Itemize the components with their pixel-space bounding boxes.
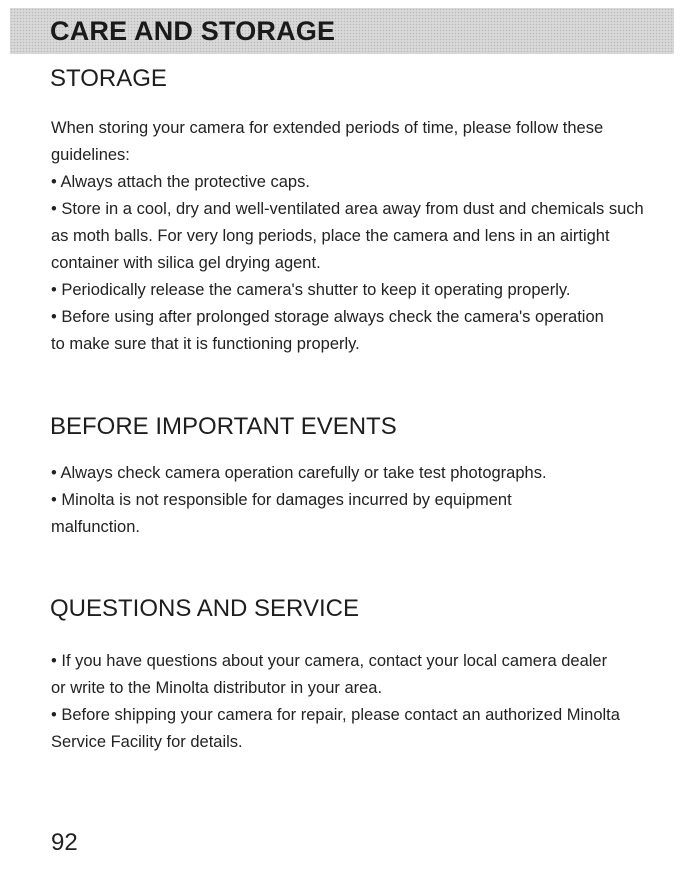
service-bullet-shipping: • Before shipping your camera for repair, please contact an authorized Minolta Service Facility for details. bbox=[51, 706, 620, 751]
storage-bullet-caps: • Always attach the protective caps. bbox=[51, 173, 310, 191]
events-bullet-liability: • Minolta is not responsible for damages incurred by equipment malfunction. bbox=[51, 491, 512, 536]
events-bullet-check: • Always check camera operation carefully or take test photographs. bbox=[51, 464, 547, 482]
page-title: CARE AND STORAGE bbox=[50, 16, 336, 46]
storage-bullet-location: • Store in a cool, dry and well-ventilated area away from dust and chemicals such as moth balls. For very long periods, place the camera and lens in an airtight container with silica gel drying agent. bbox=[51, 200, 644, 272]
service-bullet-questions: • If you have questions about your camera, contact your local camera dealer or write to the Minolta distributor in your area. bbox=[51, 652, 608, 697]
page-number: 92 bbox=[51, 829, 78, 856]
service-heading: QUESTIONS AND SERVICE bbox=[50, 595, 359, 622]
storage-heading: STORAGE bbox=[50, 65, 167, 92]
storage-intro: When storing your camera for extended periods of time, please follow these guidelines: bbox=[51, 119, 604, 164]
storage-bullet-shutter: • Periodically release the camera's shutter to keep it operating properly. bbox=[51, 281, 571, 299]
storage-bullet-check: • Before using after prolonged storage always check the camera's operation to make sure that it is functioning properly. bbox=[51, 308, 604, 353]
events-heading: BEFORE IMPORTANT EVENTS bbox=[50, 413, 397, 440]
